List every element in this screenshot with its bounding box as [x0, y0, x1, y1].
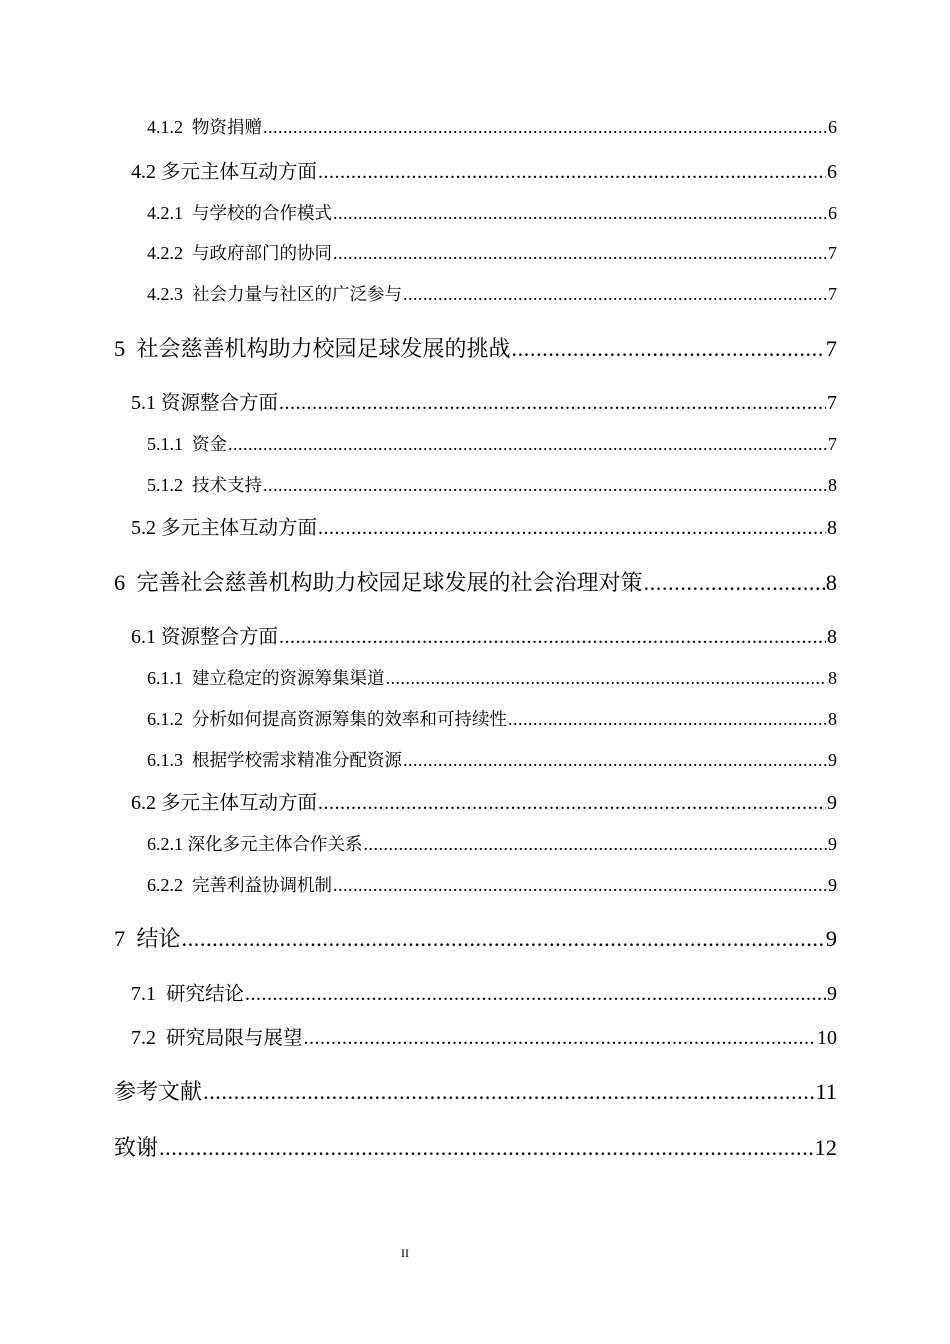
toc-entry-page: 6: [828, 203, 837, 223]
toc-entry-page: 11: [815, 1079, 837, 1104]
toc-entry-number: 4.2.2: [147, 243, 183, 263]
toc-entry-6-2[interactable]: [131, 787, 837, 815]
toc-entry-number: 4.2.3: [147, 284, 183, 304]
toc-entry-title: 参考文献: [114, 1080, 203, 1105]
toc-entry-page: 9: [828, 750, 837, 770]
toc-entry-title: 社会慈善机构助力校园足球发展的挑战: [136, 337, 511, 362]
toc-entry-separator: [183, 117, 192, 138]
dot-leader: [386, 668, 828, 689]
toc-entry-number: 6.1.1: [147, 668, 183, 688]
dot-leader: [333, 203, 827, 224]
toc-entry-6-1-2[interactable]: [147, 706, 837, 731]
toc-entry-5-1-2[interactable]: [147, 472, 837, 497]
dot-leader: [318, 161, 826, 184]
toc-entry-6-1-1[interactable]: [147, 665, 837, 690]
toc-entry-page: 10: [817, 1027, 837, 1049]
toc-entry-number: 6.2: [131, 792, 156, 814]
toc-entry-number: 4.1.2: [147, 117, 183, 137]
toc-entry-title: 与学校的合作模式: [192, 204, 332, 224]
toc-entry-page: 8: [828, 668, 837, 688]
toc-entry-page: 8: [828, 475, 837, 495]
toc-entry-separator: [183, 434, 192, 455]
dot-leader: [159, 1135, 813, 1161]
toc-entry-references[interactable]: [114, 1075, 837, 1106]
toc-entry-7-2[interactable]: [131, 1022, 837, 1050]
toc-entry-chapter-7[interactable]: [114, 922, 837, 953]
toc-entry-page: 8: [827, 626, 837, 648]
toc-entry-chapter-6[interactable]: [114, 566, 837, 597]
toc-entry-title: 分析如何提高资源筹集的效率和可持续性: [192, 710, 507, 730]
toc-entry-title: 研究局限与展望: [166, 1026, 303, 1049]
dot-leader: [245, 983, 826, 1006]
toc-entry-title: 技术支持: [192, 476, 262, 496]
toc-entry-4-2-1[interactable]: [147, 200, 837, 225]
toc-entry-title: 与政府部门的协同: [192, 244, 332, 264]
toc-entry-page: 9: [828, 834, 837, 854]
toc-entry-title: 资源整合方面: [161, 625, 279, 648]
toc-entry-page: 6: [827, 161, 837, 183]
toc-entry-title: 多元主体互动方面: [161, 791, 318, 814]
toc-entry-separator: [125, 570, 136, 596]
toc-entry-number: 6.1: [131, 626, 156, 648]
toc-entry-number: 7.1: [131, 983, 156, 1005]
toc-entry-7-1[interactable]: [131, 978, 837, 1006]
toc-entry-number: 4.2.1: [147, 203, 183, 223]
toc-entry-number: 5.2: [131, 517, 156, 539]
dot-leader: [403, 284, 827, 305]
toc-entry-number: 5.1: [131, 392, 156, 414]
toc-entry-separator: [156, 1027, 166, 1050]
toc-entry-4-2-3[interactable]: [147, 281, 837, 306]
dot-leader: [403, 750, 827, 771]
toc-entry-6-1[interactable]: [131, 621, 837, 649]
toc-entry-separator: [183, 668, 192, 689]
dot-leader: [182, 926, 825, 952]
dot-leader: [333, 243, 827, 264]
toc-entry-number: 7.2: [131, 1027, 156, 1049]
toc-entry-6-2-1[interactable]: [147, 831, 837, 856]
toc-entry-page: 7: [828, 243, 837, 263]
toc-entry-separator: [125, 926, 136, 952]
toc-entry-page: 7: [828, 434, 837, 454]
toc-entry-separator: [183, 709, 192, 730]
dot-leader: [318, 792, 826, 815]
toc-entry-title: 资源整合方面: [161, 391, 279, 414]
toc-entry-page: 12: [814, 1135, 837, 1160]
toc-entry-page: 8: [828, 709, 837, 729]
toc-entry-4-2[interactable]: [131, 156, 837, 184]
toc-entry-title: 资金: [192, 435, 227, 455]
toc-entry-separator: [156, 983, 166, 1006]
toc-entry-number: 6.1.3: [147, 750, 183, 770]
toc-entry-page: 7: [827, 392, 837, 414]
toc-entry-number: 6: [114, 570, 126, 595]
toc-entry-5-1[interactable]: [131, 387, 837, 415]
toc-entry-number: 5.1.2: [147, 475, 183, 495]
toc-entry-title: 致谢: [114, 1136, 159, 1161]
toc-entry-title: 多元主体互动方面: [161, 160, 318, 183]
toc-entry-title: 根据学校需求精准分配资源: [192, 751, 402, 771]
toc-entry-number: 7: [114, 926, 126, 951]
toc-entry-title: 完善社会慈善机构助力校园足球发展的社会治理对策: [136, 571, 643, 596]
toc-entry-title: 物资捐赠: [192, 118, 262, 138]
dot-leader: [279, 392, 826, 415]
toc-entry-4-1-2[interactable]: [147, 114, 837, 139]
toc-entry-page: 9: [827, 792, 837, 814]
dot-leader: [304, 1027, 816, 1050]
dot-leader: [333, 875, 827, 896]
toc-entry-6-2-2[interactable]: [147, 872, 837, 897]
dot-leader: [228, 434, 827, 455]
toc-entry-number: 5: [114, 336, 126, 361]
toc-entry-number: 6.2.2: [147, 875, 183, 895]
toc-entry-page: 9: [825, 926, 837, 951]
toc-entry-page: 8: [827, 517, 837, 539]
dot-leader: [263, 117, 827, 138]
toc-entry-page: 8: [825, 570, 837, 595]
dot-leader: [512, 336, 825, 362]
toc-entry-page: 9: [828, 875, 837, 895]
toc-entry-5-1-1[interactable]: [147, 431, 837, 456]
toc-entry-title: 结论: [136, 927, 181, 952]
toc-entry-title: 完善利益协调机制: [192, 876, 332, 896]
toc-entry-number: 5.1.1: [147, 434, 183, 454]
toc-entry-separator: [125, 336, 136, 362]
toc-entry-page: 7: [825, 336, 837, 361]
toc-entry-separator: [183, 875, 192, 896]
dot-leader: [263, 475, 827, 496]
toc-entry-acknowledgements[interactable]: [114, 1131, 837, 1162]
toc-entry-page: 9: [827, 983, 837, 1005]
toc-entry-chapter-5[interactable]: [114, 332, 837, 363]
toc-entry-title: 建立稳定的资源筹集渠道: [192, 669, 385, 689]
dot-leader: [318, 517, 826, 540]
toc-entry-separator: [183, 750, 192, 771]
dot-leader: [279, 626, 826, 649]
toc-entry-page: 7: [828, 284, 837, 304]
toc-entry-number: 6.2.1: [147, 834, 183, 854]
toc-entry-separator: [183, 243, 192, 264]
toc-entry-4-2-2[interactable]: [147, 240, 837, 265]
toc-entry-title: 多元主体互动方面: [161, 516, 318, 539]
dot-leader: [364, 834, 828, 855]
dot-leader: [508, 709, 827, 730]
toc-entry-title: 深化多元主体合作关系: [187, 835, 363, 855]
toc-entry-page: 6: [828, 117, 837, 137]
toc-entry-separator: [183, 475, 192, 496]
toc-entry-number: 6.1.2: [147, 709, 183, 729]
toc-entry-number: 4.2: [131, 161, 156, 183]
dot-leader: [203, 1079, 814, 1105]
dot-leader: [644, 570, 825, 596]
page-number: II: [401, 1246, 409, 1260]
toc-entry-separator: [183, 284, 192, 305]
toc-entry-title: 社会力量与社区的广泛参与: [192, 285, 402, 305]
toc-entry-6-1-3[interactable]: [147, 747, 837, 772]
toc-entry-title: 研究结论: [166, 982, 245, 1005]
toc-entry-separator: [183, 203, 192, 224]
toc-entry-5-2[interactable]: [131, 512, 837, 540]
